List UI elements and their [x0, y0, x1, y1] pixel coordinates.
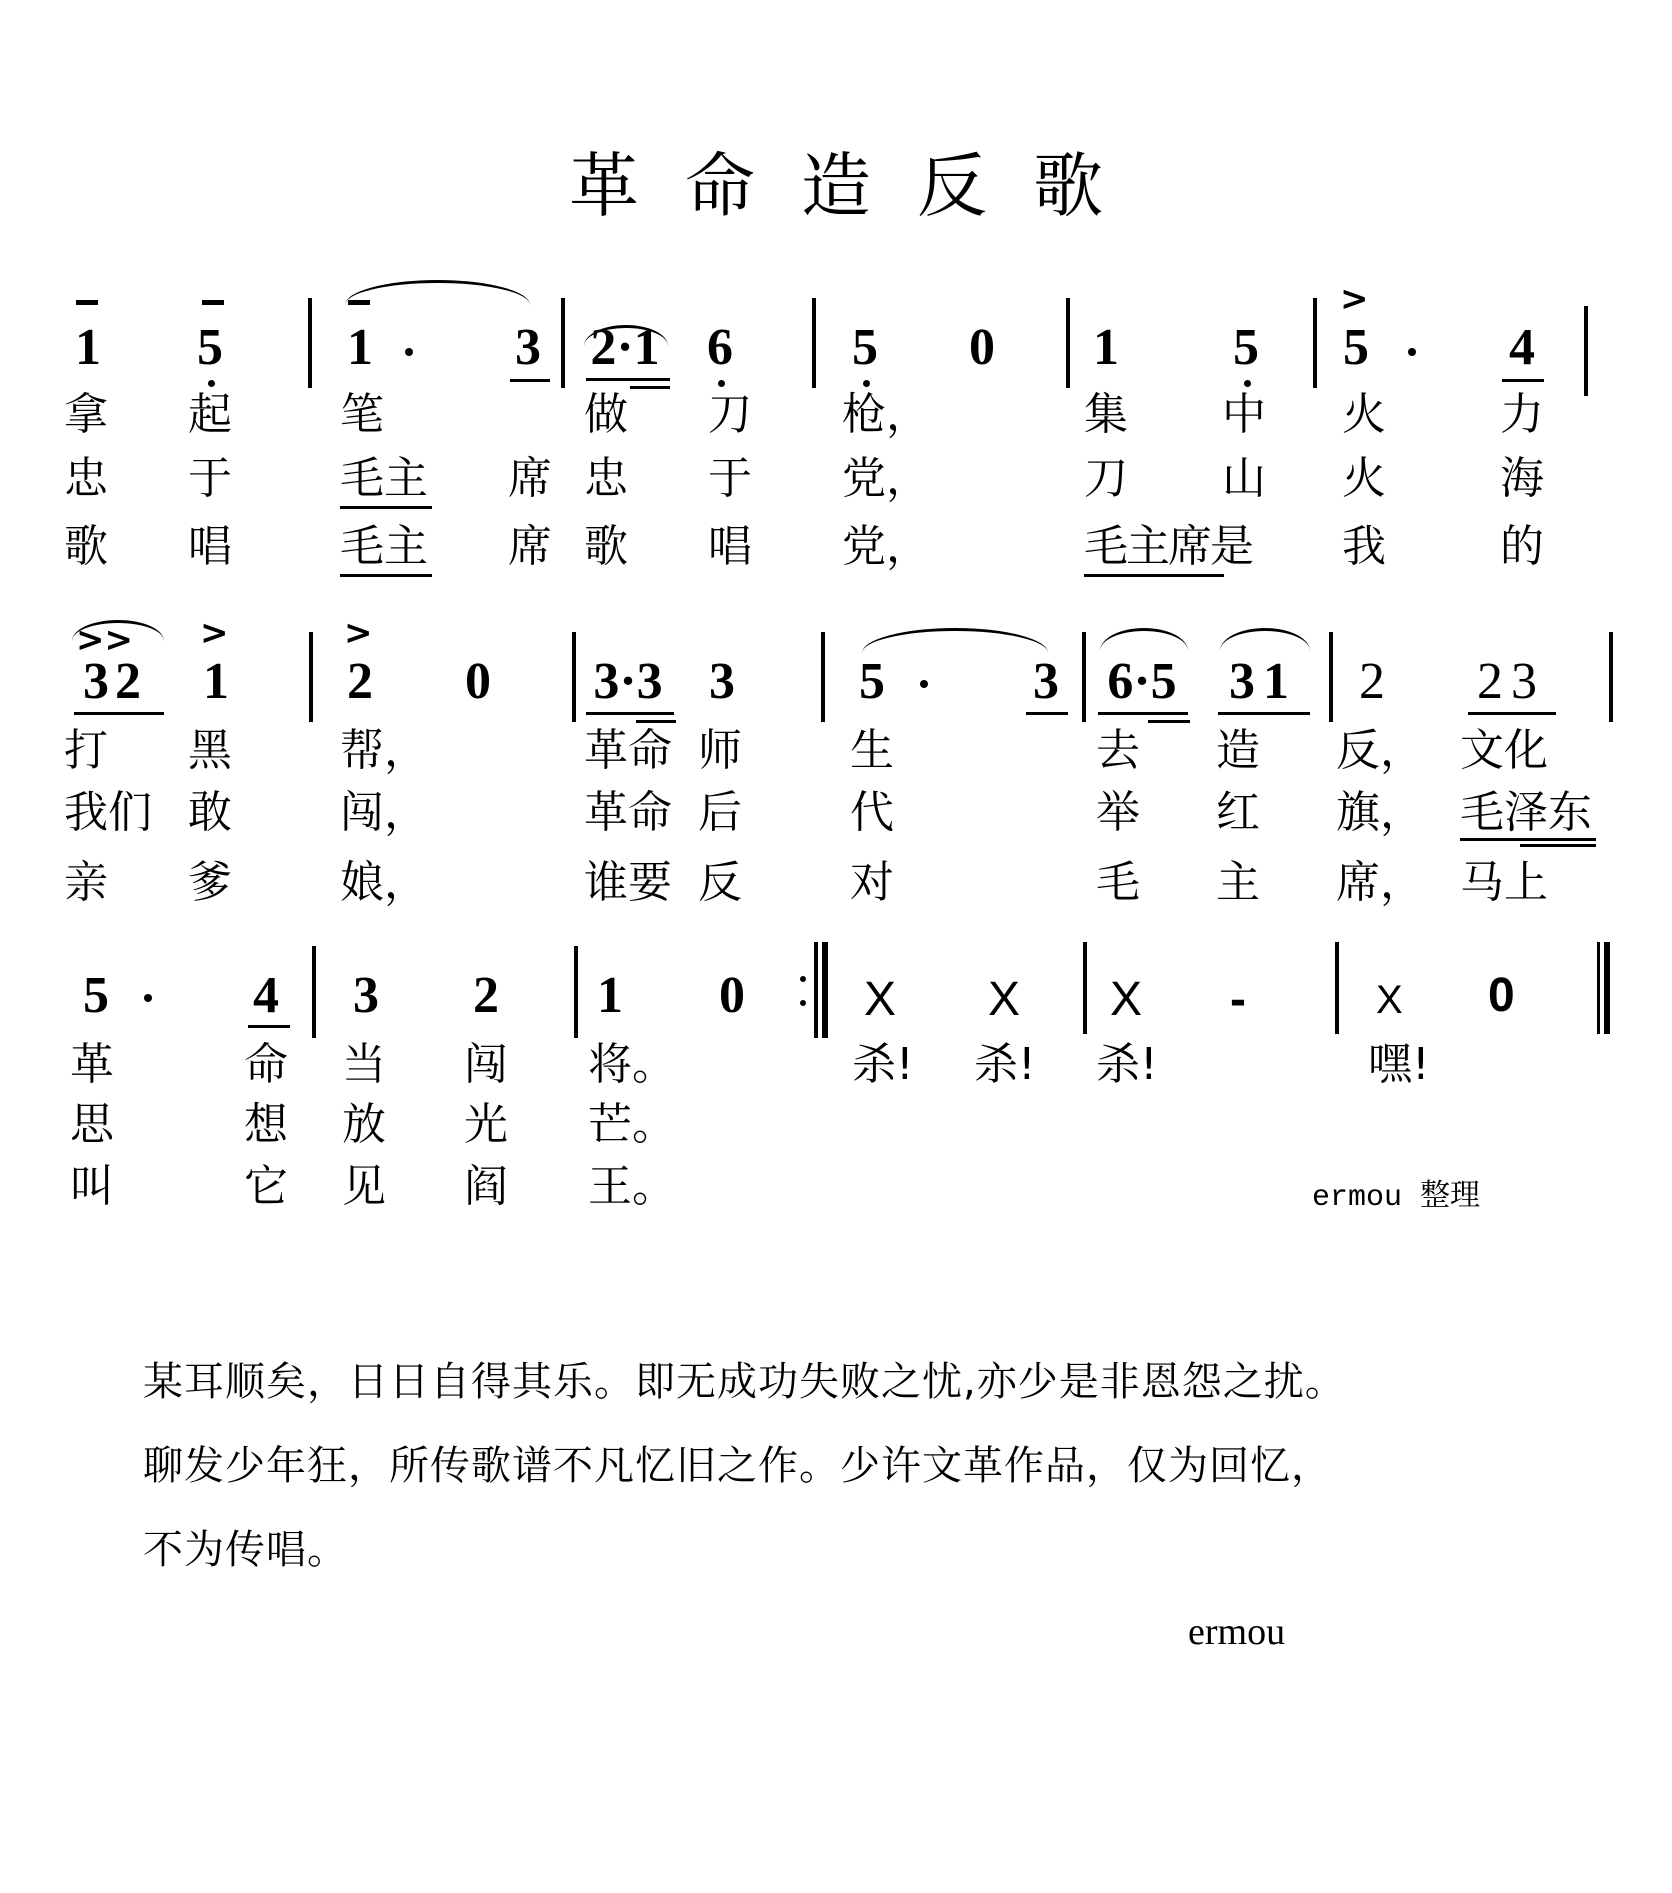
note: 1 — [1093, 319, 1119, 376]
lyric: 后 — [698, 787, 742, 838]
note: 32 — [83, 653, 147, 710]
lyric: 歌 — [584, 521, 628, 572]
note: 0 — [969, 319, 995, 376]
underline — [1148, 720, 1190, 723]
augmentation-dot — [1408, 348, 1416, 356]
repeat-dot — [800, 976, 806, 982]
lyric: 唱 — [708, 521, 752, 572]
lyric: 反 — [698, 857, 742, 908]
underline — [74, 712, 164, 715]
lyric: 笔 — [340, 389, 384, 440]
lyric: 命 — [244, 1039, 288, 1090]
underline — [1468, 712, 1556, 715]
barline — [1609, 632, 1613, 722]
lyric: 光 — [464, 1099, 508, 1150]
barline — [1313, 298, 1317, 388]
rhythm-note: X — [1376, 978, 1403, 1022]
note: 3·3 — [593, 653, 663, 710]
barline — [1066, 298, 1070, 388]
accent-mark: > — [200, 613, 229, 653]
lyric: 王。 — [588, 1161, 676, 1212]
lyric: 文化 — [1460, 725, 1548, 776]
lyric: 帮， — [340, 725, 428, 776]
note: 6·5 — [1107, 653, 1177, 710]
note-line: 聊发少年狂，所传歌谱不凡忆旧之作。少许文革作品，仅为回忆， — [143, 1443, 1332, 1489]
lyric: 黑 — [188, 725, 232, 776]
lyric: 席 — [508, 453, 552, 504]
barline — [821, 632, 825, 722]
note: 23 — [1477, 653, 1545, 710]
note: 2 > — [344, 613, 373, 710]
barline — [814, 942, 818, 1038]
accent-mark: >> — [76, 620, 133, 660]
lyric: 闯， — [340, 787, 428, 838]
lyric: 刀 — [1084, 453, 1128, 504]
name-underline — [340, 506, 432, 509]
low-octave-dot — [718, 380, 725, 387]
lyric: 毛泽东 — [1460, 787, 1592, 838]
repeat-dot — [800, 1000, 806, 1006]
barline — [1329, 632, 1333, 722]
rhythm-note: X — [864, 973, 897, 1026]
barline — [822, 942, 828, 1038]
name-underline — [1460, 838, 1596, 841]
slur — [862, 628, 1048, 653]
note: 4 — [1509, 319, 1535, 376]
low-octave-dot — [863, 380, 870, 387]
lyric: 革命 — [584, 725, 672, 776]
lyric: 谁要 — [584, 857, 672, 908]
underline — [1502, 379, 1544, 382]
lyric: 杀! — [852, 1039, 914, 1090]
note: 0 — [719, 967, 745, 1024]
final-barline — [1604, 942, 1610, 1034]
lyric: 拿 — [64, 389, 108, 440]
rhythm-note: 0 — [1488, 969, 1515, 1022]
lyric: 师 — [698, 725, 742, 776]
augmentation-dot — [920, 680, 928, 688]
barline — [1082, 632, 1086, 722]
barline — [1335, 942, 1339, 1034]
lyric: 嘿! — [1368, 1039, 1430, 1090]
underline — [1098, 712, 1188, 715]
slur — [1220, 628, 1310, 651]
slur — [345, 280, 530, 305]
barline — [812, 298, 816, 388]
lyric: 代 — [850, 787, 894, 838]
note: 2 — [1359, 653, 1385, 710]
barline — [308, 298, 312, 388]
note: 2·1 — [590, 319, 660, 376]
underline — [630, 386, 670, 389]
lyric: 毛主席是 — [1084, 521, 1252, 572]
underline — [248, 1025, 290, 1028]
barline — [309, 632, 313, 722]
lyric: 娘， — [340, 857, 428, 908]
lyric: 毛主 — [340, 453, 428, 504]
high-octave-dot — [348, 300, 370, 305]
rhythm-note: X — [1110, 973, 1143, 1026]
lyric: 山 — [1222, 453, 1266, 504]
lyric: 革 — [70, 1039, 114, 1090]
note: 5 > — [1340, 279, 1369, 376]
lyric: 去 — [1096, 725, 1140, 776]
lyric: 红 — [1216, 787, 1260, 838]
underline — [636, 720, 676, 723]
lyric: 敢 — [188, 787, 232, 838]
lyric: 席 — [508, 521, 552, 572]
lyric: 歌 — [64, 521, 108, 572]
lyric: 它 — [244, 1161, 288, 1212]
name-underline — [1520, 844, 1596, 847]
rhythm-note: X — [988, 973, 1021, 1026]
lyric: 杀! — [1096, 1039, 1158, 1090]
underline — [586, 378, 670, 381]
high-octave-dot — [76, 300, 98, 305]
lyric: 党， — [842, 521, 930, 572]
lyric: 火 — [1342, 453, 1386, 504]
note: 0 — [465, 653, 491, 710]
low-octave-dot — [1244, 380, 1251, 387]
note: 1 — [597, 967, 623, 1024]
lyric: 唱 — [188, 521, 232, 572]
signature: ermou — [1188, 1611, 1286, 1653]
lyric: 刀 — [708, 389, 752, 440]
note-line: 某耳顺矣，日日自得其乐。即无成功失败之忧,亦少是非恩怨之扰。 — [143, 1359, 1346, 1405]
lyric: 起 — [188, 389, 232, 440]
lyric: 将。 — [588, 1039, 676, 1090]
note: 5 — [1226, 322, 1266, 374]
lyric: 打 — [64, 725, 108, 776]
lyric: 生 — [850, 725, 894, 776]
accent-mark: > — [1340, 279, 1369, 319]
high-octave-dot — [202, 300, 224, 305]
note: 1 > — [200, 613, 229, 710]
lyric: 举 — [1096, 787, 1140, 838]
lyric: 叫 — [70, 1161, 114, 1212]
lyric: 反， — [1336, 725, 1424, 776]
lyric: 思 — [70, 1099, 114, 1150]
note: 5 — [845, 322, 885, 374]
song-title: 革命造反歌 — [569, 145, 1149, 227]
rhythm-note: - — [1230, 973, 1246, 1026]
underline — [1218, 712, 1310, 715]
lyric: 的 — [1500, 521, 1544, 572]
lyric: 忠 — [584, 453, 628, 504]
lyric: 集 — [1084, 389, 1128, 440]
lyric: 造 — [1216, 725, 1260, 776]
low-octave-dot — [208, 380, 215, 387]
lyric: 席， — [1336, 857, 1424, 908]
lyric: 杀! — [974, 1039, 1036, 1090]
underline — [510, 379, 550, 382]
lyric: 当 — [342, 1039, 386, 1090]
note: 3 — [353, 967, 379, 1024]
lyric: 芒。 — [588, 1099, 676, 1150]
lyric: 党， — [842, 453, 930, 504]
lyric: 马上 — [1460, 857, 1548, 908]
arranger-credit: ermou 整理 — [1312, 1181, 1481, 1215]
accent-mark: > — [344, 613, 373, 653]
lyric: 我 — [1342, 521, 1386, 572]
lyric: 革命 — [584, 787, 672, 838]
note: 3 — [1033, 653, 1059, 710]
lyric: 亲 — [64, 857, 108, 908]
note: 4 — [253, 967, 279, 1024]
note: 1 — [68, 322, 108, 374]
lyric: 海 — [1500, 453, 1544, 504]
lyric: 于 — [708, 453, 752, 504]
lyric: 于 — [188, 453, 232, 504]
lyric: 阎 — [464, 1161, 508, 1212]
lyric: 枪， — [842, 389, 930, 440]
augmentation-dot — [144, 994, 152, 1002]
barline — [1083, 942, 1087, 1034]
note: 3 — [515, 319, 541, 376]
note: 2 — [473, 967, 499, 1024]
note: 5 — [859, 653, 885, 710]
note: 5 — [83, 967, 109, 1024]
name-underline — [1084, 574, 1224, 577]
lyric: 中 — [1222, 389, 1266, 440]
barline — [574, 946, 578, 1038]
lyric: 火 — [1342, 389, 1386, 440]
note-line: 不为传唱。 — [143, 1527, 348, 1573]
lyric: 主 — [1216, 857, 1260, 908]
final-barline — [1597, 942, 1600, 1034]
lyric: 力 — [1500, 389, 1544, 440]
note: 31 — [1229, 653, 1297, 710]
note: 5 — [190, 322, 230, 374]
barline — [312, 946, 316, 1038]
lyric: 我们 — [64, 787, 152, 838]
lyric: 旗， — [1336, 787, 1424, 838]
lyric: 爹 — [188, 857, 232, 908]
note: 6 — [700, 322, 740, 374]
lyric: 放 — [342, 1099, 386, 1150]
lyric: 毛主 — [340, 521, 428, 572]
lyric: 想 — [244, 1099, 288, 1150]
underline — [1026, 712, 1068, 715]
name-underline — [340, 574, 432, 577]
lyric: 做 — [584, 389, 628, 440]
barline — [561, 298, 565, 388]
barline — [572, 632, 576, 722]
note: 1 — [340, 322, 380, 374]
underline — [586, 712, 674, 715]
lyric: 忠 — [64, 453, 108, 504]
slur — [1100, 628, 1188, 651]
lyric: 对 — [850, 857, 894, 908]
lyric: 见 — [342, 1161, 386, 1212]
augmentation-dot — [405, 348, 413, 356]
note: 3 — [709, 653, 735, 710]
lyric: 毛 — [1096, 857, 1140, 908]
lyric: 闯 — [464, 1039, 508, 1090]
barline — [1584, 306, 1588, 396]
